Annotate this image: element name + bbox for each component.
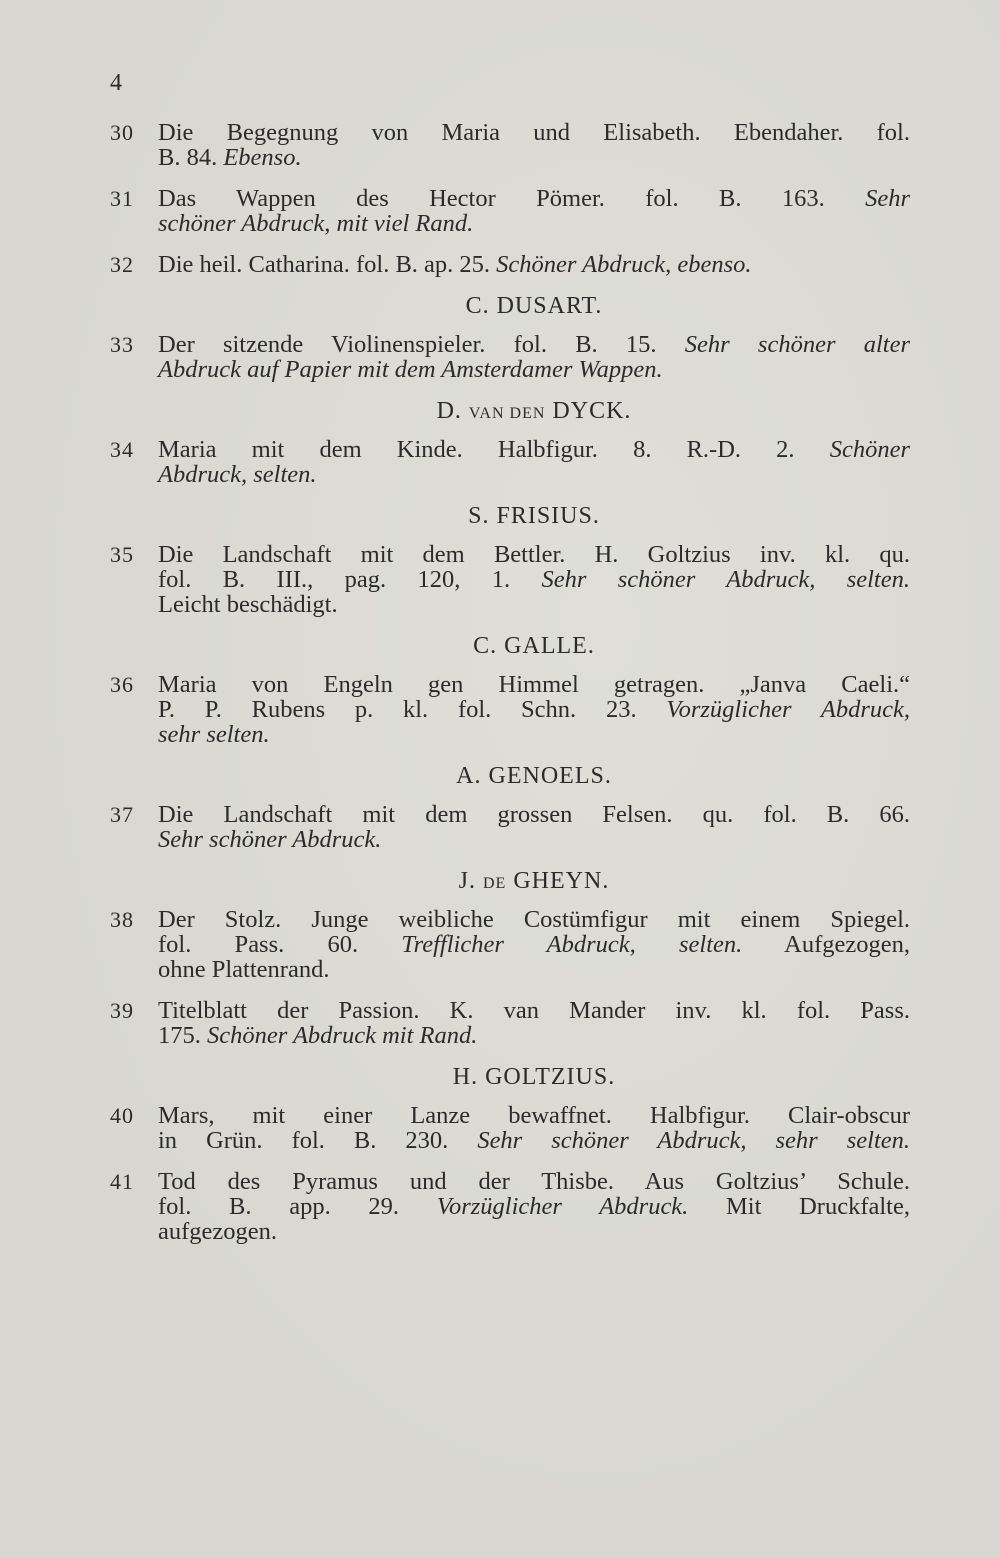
entry-number: 38 <box>110 907 134 932</box>
italic-text: Abdruck, selten. <box>158 461 317 488</box>
entry-description <box>158 437 910 487</box>
small-caps-text: VAN DEN <box>468 405 546 422</box>
italic-text: Sehr schöner alter <box>684 331 910 358</box>
entry-description <box>158 802 910 852</box>
entry-line <box>158 957 910 982</box>
text-run: Tod des Pyramus und der Thisbe. Aus Goltzius’ Schule. <box>158 1168 910 1195</box>
entry-number: 39 <box>110 998 134 1023</box>
entry-description <box>158 120 910 170</box>
text-run: C. DUSART. <box>465 293 603 319</box>
entry-line <box>158 1219 910 1244</box>
italic-text: Sehr schöner Abdruck, sehr selten. <box>477 1127 911 1154</box>
text-run: P. P. Rubens p. kl. fol. Schn. 23. <box>158 696 667 723</box>
text-run: fol. B. III., pag. 120, 1. <box>158 566 542 593</box>
entry-description <box>158 1103 910 1153</box>
entry-line <box>158 332 910 357</box>
entry-line <box>158 1023 910 1048</box>
text-run: GHEYN. <box>506 868 610 894</box>
entry-line <box>158 827 910 852</box>
entry-line <box>158 211 910 236</box>
catalog-entry <box>110 252 910 277</box>
entry-line <box>158 697 910 722</box>
artist-heading <box>158 868 910 895</box>
small-caps-text: DE <box>483 875 507 892</box>
catalog-entry <box>110 437 910 487</box>
text-run: Die Landschaft mit dem Bettler. H. Goltzius inv. kl. qu. <box>158 541 910 568</box>
entry-description <box>158 186 910 236</box>
text-run: H. GOLTZIUS. <box>452 1064 616 1090</box>
italic-text: Sehr schöner Abdruck. <box>158 826 382 853</box>
italic-text: Vorzüglicher Abdruck. <box>436 1193 689 1220</box>
entry-description <box>158 672 910 747</box>
entry-line <box>158 437 910 462</box>
entry-line <box>158 1169 910 1194</box>
text-run: C. GALLE. <box>473 633 595 659</box>
entry-line <box>158 592 910 617</box>
catalog-entry <box>110 542 910 617</box>
catalog-content <box>110 120 910 1260</box>
entry-line <box>158 252 910 277</box>
catalog-entry <box>110 186 910 236</box>
catalog-entry <box>110 1169 910 1244</box>
italic-text: Trefflicher Abdruck, selten. <box>401 931 743 958</box>
italic-text: Sehr schöner Abdruck, selten. <box>541 566 910 593</box>
artist-heading <box>158 503 910 530</box>
catalog-entry <box>110 802 910 852</box>
text-run: Der sitzende Violinenspieler. fol. B. 15. <box>158 331 685 358</box>
text-run: Maria mit dem Kinde. Halbfigur. 8. R.-D. 2. <box>158 436 830 463</box>
italic-text: Sehr <box>865 185 910 212</box>
text-run: fol. B. app. 29. <box>158 1193 437 1220</box>
catalog-entry <box>110 332 910 382</box>
entry-line <box>158 542 910 567</box>
italic-text: Abdruck auf Papier mit dem Amsterdamer Wappen. <box>158 356 663 383</box>
text-run: Aufgezogen, <box>742 931 910 958</box>
entry-line <box>158 998 910 1023</box>
catalog-entry <box>110 120 910 170</box>
text-run: Leicht beschädigt. <box>158 591 338 618</box>
entry-number: 36 <box>110 672 134 697</box>
entry-number: 35 <box>110 542 134 567</box>
text-run: B. 84. <box>158 144 224 171</box>
entry-number: 37 <box>110 802 134 827</box>
artist-heading <box>158 763 910 790</box>
text-run: J. <box>458 868 483 894</box>
artist-heading <box>158 633 910 660</box>
entry-description <box>158 542 910 617</box>
catalog-entry <box>110 998 910 1048</box>
text-run: Das Wappen des Hector Pömer. fol. B. 163. <box>158 185 866 212</box>
entry-line <box>158 802 910 827</box>
text-run: ohne Plattenrand. <box>158 956 330 983</box>
italic-text: sehr selten. <box>158 721 270 748</box>
page-number: 4 <box>110 70 122 96</box>
entry-line <box>158 1128 910 1153</box>
entry-description <box>158 332 910 382</box>
text-run: Titelblatt der Passion. K. van Mander inv. kl. fol. Pass. <box>158 997 910 1024</box>
text-run: 175. <box>158 1022 207 1049</box>
entry-line <box>158 672 910 697</box>
text-run: Mars, mit einer Lanze bewaffnet. Halbfigur. Clair-obscur <box>158 1102 910 1129</box>
text-run: Die Landschaft mit dem grossen Felsen. qu. fol. B. 66. <box>158 801 910 828</box>
entry-line <box>158 1103 910 1128</box>
catalog-entry <box>110 1103 910 1153</box>
entry-line <box>158 145 910 170</box>
text-run: in Grün. fol. B. 230. <box>158 1127 478 1154</box>
entry-number: 32 <box>110 252 134 277</box>
entry-line <box>158 357 910 382</box>
italic-text: Schöner Abdruck, ebenso. <box>496 251 752 278</box>
text-run: S. FRISIUS. <box>468 503 600 529</box>
italic-text: schöner Abdruck, mit viel Rand. <box>158 210 474 237</box>
text-run: Die heil. Catharina. fol. B. ap. 25. <box>158 251 497 278</box>
entry-line <box>158 567 910 592</box>
italic-text: Schöner Abdruck mit Rand. <box>207 1022 478 1049</box>
entry-line <box>158 722 910 747</box>
text-run: A. GENOELS. <box>456 763 612 789</box>
text-run: Der Stolz. Junge weibliche Costümfigur mit einem Spiegel. <box>158 906 910 933</box>
artist-heading <box>158 398 910 425</box>
catalog-entry <box>110 907 910 982</box>
entry-description <box>158 252 910 277</box>
artist-heading <box>158 1064 910 1091</box>
text-run: fol. Pass. 60. <box>158 931 402 958</box>
entry-description <box>158 1169 910 1244</box>
text-run: Maria von Engeln gen Himmel getragen. „Janva Caeli.“ <box>158 671 910 698</box>
entry-number: 31 <box>110 186 134 211</box>
text-run: Die Begegnung von Maria und Elisabeth. Ebendaher. fol. <box>158 119 910 146</box>
text-run: Mit Druckfalte, <box>688 1193 910 1220</box>
italic-text: Vorzüglicher Abdruck, <box>666 696 911 723</box>
entry-number: 41 <box>110 1169 134 1194</box>
entry-number: 34 <box>110 437 134 462</box>
entry-line <box>158 907 910 932</box>
italic-text: Schöner <box>829 436 910 463</box>
entry-line <box>158 120 910 145</box>
text-run: aufgezogen. <box>158 1218 278 1245</box>
artist-heading <box>158 293 910 320</box>
entry-description <box>158 907 910 982</box>
entry-line <box>158 1194 910 1219</box>
entry-line <box>158 462 910 487</box>
entry-number: 40 <box>110 1103 134 1128</box>
text-run: DYCK. <box>545 398 632 424</box>
entry-line <box>158 186 910 211</box>
italic-text: Ebenso. <box>223 144 302 171</box>
entry-description <box>158 998 910 1048</box>
entry-number: 33 <box>110 332 134 357</box>
entry-number: 30 <box>110 120 134 145</box>
entry-line <box>158 932 910 957</box>
text-run: D. <box>436 398 469 424</box>
catalog-entry <box>110 672 910 747</box>
